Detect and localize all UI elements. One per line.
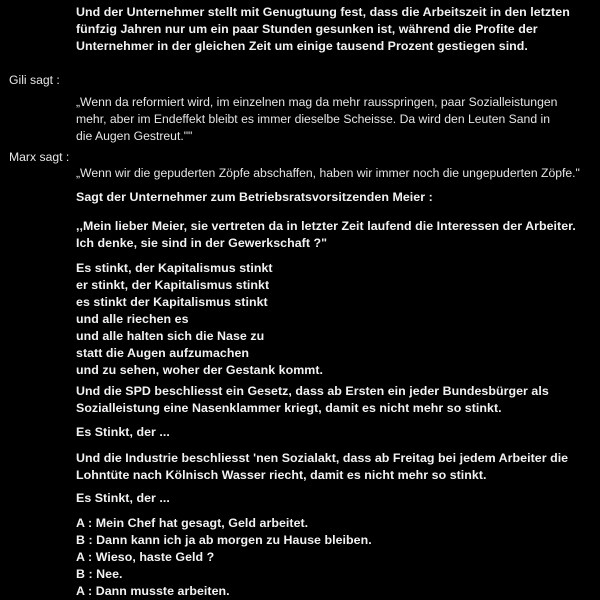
text-line: „Wenn wir die gepuderten Zöpfe abschaffen, haben wir immer noch die ungepuderten Zöpfe." (76, 166, 580, 180)
speaker-label-gili: Gili sagt : (9, 73, 60, 87)
dialogue-block (76, 515, 586, 600)
meier-intro (76, 189, 586, 206)
dialogue-line: B : Nee. (76, 567, 123, 581)
refrain-line (76, 490, 586, 507)
text-line: Es Stinkt, der ... (76, 491, 170, 505)
speaker-label-marx: Marx sagt : (9, 150, 70, 164)
text-line: er stinkt, der Kapitalismus stinkt (76, 278, 270, 292)
chorus-stanza (76, 260, 586, 379)
marx-quote (76, 165, 586, 182)
meier-quote (76, 218, 586, 252)
text-line: Und die SPD beschliesst ein Gesetz, dass ab Ersten ein jeder Bundesbürger als (76, 384, 549, 398)
text-line: Es stinkt, der Kapitalismus stinkt (76, 261, 273, 275)
text-line: Ich denke, sie sind in der Gewerkschaft ?" (76, 236, 328, 250)
text-line: Und der Unternehmer stellt mit Genugtuung fest, dass die Arbeitszeit in den letzten (76, 5, 570, 19)
dialogue-line: A : Dann musste arbeiten. (76, 584, 230, 598)
text-line: Es Stinkt, der ... (76, 425, 170, 439)
text-line: fünfzig Jahren nur um ein paar Stunden gesunken ist, während die Profite der (76, 22, 538, 36)
industrie-paragraph (76, 450, 586, 484)
text-line: Lohntüte nach Kölnisch Wasser riecht, damit es nicht mehr so stinkt. (76, 468, 487, 482)
text-line: und alle riechen es (76, 312, 189, 326)
text-line: die Augen Gestreut."" (76, 129, 193, 143)
text-line: und zu sehen, woher der Gestank kommt. (76, 363, 324, 377)
gili-quote (76, 94, 586, 145)
text-line: statt die Augen aufzumachen (76, 346, 250, 360)
text-line: und alle halten sich die Nase zu (76, 329, 265, 343)
intro-paragraph (76, 4, 586, 55)
text-line: Sagt der Unternehmer zum Betriebsratsvorsitzenden Meier : (76, 190, 433, 204)
text-line: ,,Mein lieber Meier, sie vertreten da in letzter Zeit laufend die Interessen der Arbeiter. (76, 219, 576, 233)
text-line: Sozialleistung eine Nasenklammer kriegt, damit es nicht mehr so stinkt. (76, 401, 502, 415)
dialogue-line: A : Wieso, haste Geld ? (76, 550, 215, 564)
spd-paragraph (76, 383, 586, 417)
text-line: „Wenn da reformiert wird, im einzelnen mag da mehr rausspringen, paar Sozialleistungen (76, 95, 558, 109)
refrain-line (76, 424, 586, 441)
text-line: Und die Industrie beschliesst 'nen Sozialakt, dass ab Freitag bei jedem Arbeiter die (76, 451, 569, 465)
text-line: Unternehmer in der gleichen Zeit um einige tausend Prozent gestiegen sind. (76, 39, 528, 53)
dialogue-line: A : Mein Chef hat gesagt, Geld arbeitet. (76, 516, 309, 530)
text-line: es stinkt der Kapitalismus stinkt (76, 295, 268, 309)
dialogue-line: B : Dann kann ich ja ab morgen zu Hause bleiben. (76, 533, 372, 547)
text-line: mehr, aber im Endeffekt bleibt es immer dieselbe Scheisse. Da wird den Leuten Sand in (76, 112, 550, 126)
